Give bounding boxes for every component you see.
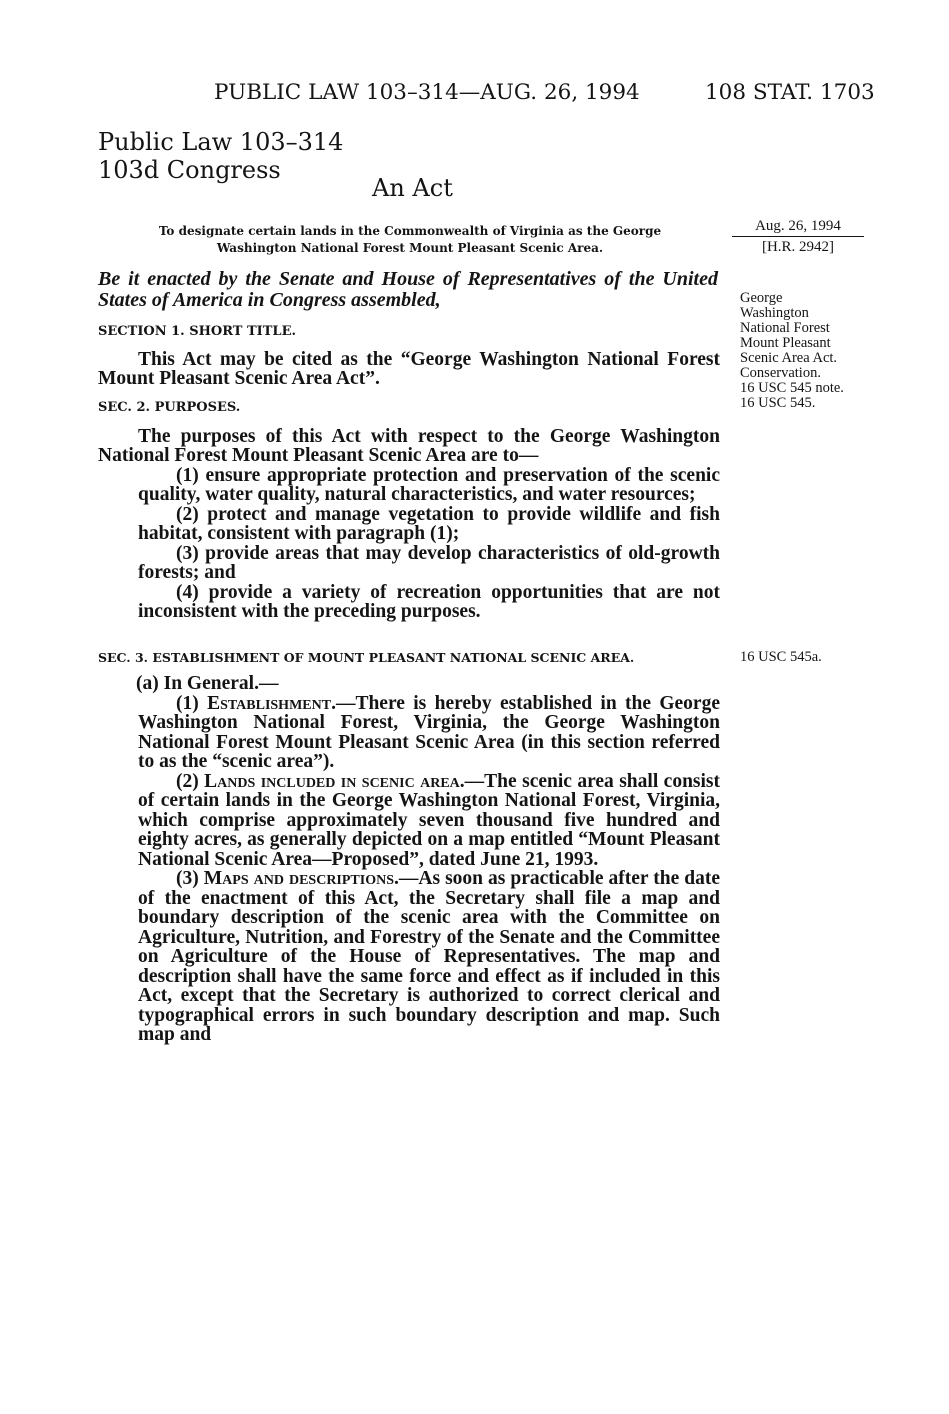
purpose-item: (2) protect and manage vegetation to provide wildlife and fish habitat, consistent with paragraph (1); [138,503,720,544]
running-head: PUBLIC LAW 103–314—AUG. 26, 1994 [214,80,640,105]
purpose-item: (3) provide areas that may develop characteristics of old-growth forests; and [138,542,720,583]
margin-bill-number: [H.R. 2942] [761,239,835,255]
margin-note-line: 16 USC 545. [740,395,816,411]
section-3 [98,648,720,1045]
paragraph-2-text: The scenic area shall consist of certain lands in the George Washington National Forest, Virginia, which comprise approximately seven thousand five hundred and eighty acres, as generally depicted on a map entitled “Mount Pleasant National Scenic Area—Proposed”, dated June 21, 1993. [138,770,721,870]
section-2-heading: SEC. 2. PURPOSES. [98,400,241,415]
margin-note-sec3: 16 USC 545a. [740,649,822,665]
purpose-item: (4) provide a variety of recreation opportunities that are not inconsistent with the preceding purposes. [138,581,720,622]
paragraph-2-label: (2) Lands included in scenic area.— [176,770,485,792]
margin-note-line: Conservation. [740,365,821,381]
section-1 [98,322,720,389]
margin-note-line: National Forest [740,320,830,336]
section-2-intro: The purposes of this Act with respect to the George Washington National Forest Mount Pleasant Scenic Area are to— [98,425,720,466]
long-title [130,223,690,257]
paragraph-3-text: As soon as practicable after the date of the enactment of this Act, the Secretary shall file a map and boundary description of the scenic area with the Committee on Agriculture, Nutrition, and Forestry of the Senate and the Committee on Agriculture of the House of Representatives. The map and description shall have the same force and effect as if included in this Act, except that the Secretary is authorized to correct clerical and typographical errors in such boundary description and map. Such map and [138,868,721,1045]
margin-date: Aug. 26, 1994 [732,218,864,237]
section-1-text: This Act may be cited as the “George Washington National Forest Mount Pleasant Scenic Area Act”. [98,348,720,389]
margin-date-box [732,218,864,256]
margin-note-line: Scenic Area Act. [740,350,838,366]
congress-number: 103d Congress [98,156,281,184]
margin-note-line: 16 USC 545 note. [740,380,844,396]
statute-page-reference: 108 STAT. 1703 [705,80,875,105]
paragraph-3-label: (3) Maps and descriptions.— [176,868,419,889]
section-1-heading: SECTION 1. SHORT TITLE. [98,324,297,339]
subsection-a-heading: (a) In General.— [136,673,279,694]
paragraph-1-text: There is hereby established in the George Washington National Forest, Virginia, the George Washington National Forest Mount Pleasant Scenic Area (in this section referred to as the “scenic area”). [138,692,720,772]
paragraph-1 [138,694,720,772]
public-law-block [98,128,343,184]
margin-note-line: Mount Pleasant [740,335,831,351]
long-title-line-1: To designate certain lands in the Commonwealth of Virginia as the George [158,224,662,238]
margin-notes-short-title [740,291,880,411]
long-title-line-2: Washington National Forest Mount Pleasant Scenic Area. [216,241,604,255]
act-label: An Act [372,174,453,202]
purpose-item: (1) ensure appropriate protection and preservation of the scenic quality, water quality, natural characteristics, and water resources; [138,464,720,505]
section-2 [98,398,720,622]
margin-note-line: George [740,290,783,306]
margin-note-line: Washington [740,305,809,321]
paragraph-3 [138,869,720,1045]
paragraph-2 [138,772,720,870]
enacting-clause: Be it enacted by the Senate and House of Representatives of the United States of America in Congress assembled, [98,268,718,311]
paragraph-1-label: (1) Establishment.— [176,692,356,714]
section-3-heading: SEC. 3. ESTABLISHMENT OF MOUNT PLEASANT NATIONAL SCENIC AREA. [98,650,635,665]
public-law-number: Public Law 103–314 [98,128,344,156]
